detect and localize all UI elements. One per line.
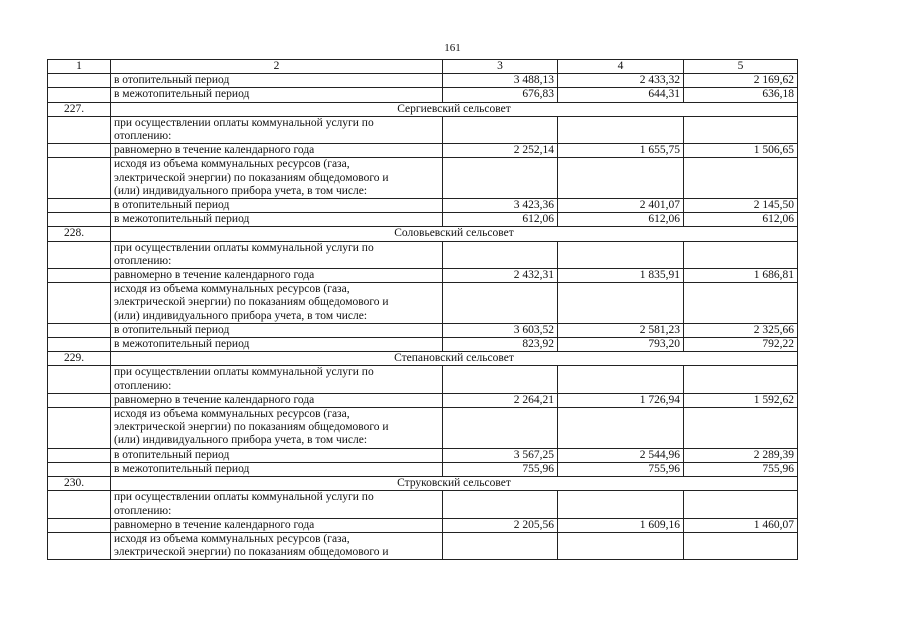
value-col-5	[684, 283, 798, 324]
value-col-3: 755,96	[443, 462, 558, 476]
value-col-4: 612,06	[558, 213, 684, 227]
value-col-3: 3 603,52	[443, 323, 558, 337]
value-col-5: 1 592,62	[684, 393, 798, 407]
value-col-5: 1 506,65	[684, 144, 798, 158]
value-col-3	[443, 241, 558, 268]
row-description: в отопительный период	[111, 74, 443, 88]
value-col-4: 1 655,75	[558, 144, 684, 158]
table-row	[48, 532, 798, 559]
value-col-4: 644,31	[558, 88, 684, 102]
value-col-3	[443, 158, 558, 199]
value-col-5: 792,22	[684, 338, 798, 352]
value-col-4: 1 726,94	[558, 393, 684, 407]
value-col-4	[558, 532, 684, 559]
table-row	[48, 462, 798, 476]
table-row	[48, 88, 798, 102]
value-col-3: 612,06	[443, 213, 558, 227]
value-col-3: 823,92	[443, 338, 558, 352]
value-col-5	[684, 241, 798, 268]
row-description: при осуществлении оплаты коммунальной услуги по отоплению:	[111, 116, 443, 143]
value-col-3	[443, 491, 558, 518]
value-col-5	[684, 532, 798, 559]
value-col-3: 2 432,31	[443, 269, 558, 283]
table-row	[48, 491, 798, 518]
value-col-5: 1 460,07	[684, 518, 798, 532]
row-number-cell	[48, 338, 111, 352]
row-description: в отопительный период	[111, 199, 443, 213]
value-col-4: 1 835,91	[558, 269, 684, 283]
table-row	[48, 393, 798, 407]
value-col-5	[684, 408, 798, 449]
value-col-3: 3 423,36	[443, 199, 558, 213]
settlement-header-row	[48, 227, 798, 241]
value-col-4: 793,20	[558, 338, 684, 352]
table-row	[48, 199, 798, 213]
row-number-cell	[48, 74, 111, 88]
row-number-cell	[48, 323, 111, 337]
table-row	[48, 283, 798, 324]
row-number-cell	[48, 88, 111, 102]
row-description: в межотопительный период	[111, 213, 443, 227]
row-description: исходя из объема коммунальных ресурсов (газа, электрической энергии) по показаниям общедомового и (или) индивидуального прибора учета, в том числе:	[111, 158, 443, 199]
value-col-4: 2 544,96	[558, 448, 684, 462]
settlement-header-row	[48, 352, 798, 366]
row-number-cell	[48, 241, 111, 268]
row-number-cell	[48, 448, 111, 462]
value-col-4: 1 609,16	[558, 518, 684, 532]
column-header-5: 5	[684, 60, 798, 74]
row-number-cell	[48, 199, 111, 213]
row-description: исходя из объема коммунальных ресурсов (газа, электрической энергии) по показаниям общедомового и (или) индивидуального прибора учета, в том числе:	[111, 408, 443, 449]
table-row	[48, 241, 798, 268]
table-row	[48, 366, 798, 393]
row-number-cell	[48, 518, 111, 532]
row-number-cell	[48, 491, 111, 518]
value-col-4	[558, 116, 684, 143]
value-col-3	[443, 116, 558, 143]
row-description: в отопительный период	[111, 323, 443, 337]
settlement-name: Степановский сельсовет	[111, 352, 798, 366]
value-col-5: 612,06	[684, 213, 798, 227]
row-description: исходя из объема коммунальных ресурсов (газа, электрической энергии) по показаниям общедомового и (или) индивидуального прибора учета, в том числе:	[111, 283, 443, 324]
value-col-3	[443, 532, 558, 559]
row-number-cell	[48, 213, 111, 227]
value-col-3	[443, 408, 558, 449]
value-col-5	[684, 158, 798, 199]
value-col-4: 2 433,32	[558, 74, 684, 88]
row-number-cell	[48, 269, 111, 283]
value-col-4	[558, 241, 684, 268]
row-description: равномерно в течение календарного года	[111, 518, 443, 532]
settlement-name: Струковский сельсовет	[111, 477, 798, 491]
value-col-4	[558, 491, 684, 518]
settlement-name: Соловьевский сельсовет	[111, 227, 798, 241]
item-number: 229.	[48, 352, 111, 366]
row-description: при осуществлении оплаты коммунальной услуги по отоплению:	[111, 241, 443, 268]
value-col-3: 3 567,25	[443, 448, 558, 462]
settlement-name: Сергиевский сельсовет	[111, 102, 798, 116]
value-col-5: 2 289,39	[684, 448, 798, 462]
item-number: 228.	[48, 227, 111, 241]
value-col-5	[684, 491, 798, 518]
value-col-5: 2 145,50	[684, 199, 798, 213]
value-col-5: 2 325,66	[684, 323, 798, 337]
table-row	[48, 144, 798, 158]
row-description: равномерно в течение календарного года	[111, 144, 443, 158]
value-col-3: 2 264,21	[443, 393, 558, 407]
row-description: равномерно в течение календарного года	[111, 393, 443, 407]
row-number-cell	[48, 408, 111, 449]
value-col-4	[558, 283, 684, 324]
row-description: в межотопительный период	[111, 462, 443, 476]
row-number-cell	[48, 393, 111, 407]
row-number-cell	[48, 462, 111, 476]
tariff-table-body	[48, 60, 798, 560]
row-description: в межотопительный период	[111, 338, 443, 352]
table-row	[48, 448, 798, 462]
item-number: 230.	[48, 477, 111, 491]
row-description: в межотопительный период	[111, 88, 443, 102]
row-number-cell	[48, 532, 111, 559]
value-col-3: 3 488,13	[443, 74, 558, 88]
value-col-3: 2 205,56	[443, 518, 558, 532]
value-col-4: 2 401,07	[558, 199, 684, 213]
row-description: исходя из объема коммунальных ресурсов (газа, электрической энергии) по показаниям общедомового и	[111, 532, 443, 559]
row-description: при осуществлении оплаты коммунальной услуги по отоплению:	[111, 491, 443, 518]
settlement-header-row	[48, 102, 798, 116]
column-header-1: 1	[48, 60, 111, 74]
table-row	[48, 323, 798, 337]
row-number-cell	[48, 158, 111, 199]
column-header-2: 2	[111, 60, 443, 74]
value-col-5	[684, 116, 798, 143]
value-col-4: 755,96	[558, 462, 684, 476]
value-col-3	[443, 366, 558, 393]
value-col-5: 1 686,81	[684, 269, 798, 283]
value-col-5: 2 169,62	[684, 74, 798, 88]
table-row	[48, 338, 798, 352]
row-number-cell	[48, 366, 111, 393]
page-number: 161	[444, 42, 461, 54]
value-col-3: 676,83	[443, 88, 558, 102]
value-col-4: 2 581,23	[558, 323, 684, 337]
value-col-5: 636,18	[684, 88, 798, 102]
table-row	[48, 518, 798, 532]
row-description: при осуществлении оплаты коммунальной услуги по отоплению:	[111, 366, 443, 393]
table-row	[48, 408, 798, 449]
row-description: в отопительный период	[111, 448, 443, 462]
row-number-cell	[48, 116, 111, 143]
settlement-header-row	[48, 477, 798, 491]
tariff-table	[47, 59, 798, 560]
value-col-4	[558, 158, 684, 199]
table-row	[48, 74, 798, 88]
value-col-5	[684, 366, 798, 393]
row-number-cell	[48, 283, 111, 324]
table-row	[48, 213, 798, 227]
table-row	[48, 158, 798, 199]
value-col-3: 2 252,14	[443, 144, 558, 158]
row-number-cell	[48, 144, 111, 158]
row-description: равномерно в течение календарного года	[111, 269, 443, 283]
value-col-4	[558, 408, 684, 449]
value-col-3	[443, 283, 558, 324]
table-row	[48, 116, 798, 143]
column-number-row	[48, 60, 798, 74]
value-col-5: 755,96	[684, 462, 798, 476]
table-row	[48, 269, 798, 283]
item-number: 227.	[48, 102, 111, 116]
column-header-3: 3	[443, 60, 558, 74]
column-header-4: 4	[558, 60, 684, 74]
value-col-4	[558, 366, 684, 393]
